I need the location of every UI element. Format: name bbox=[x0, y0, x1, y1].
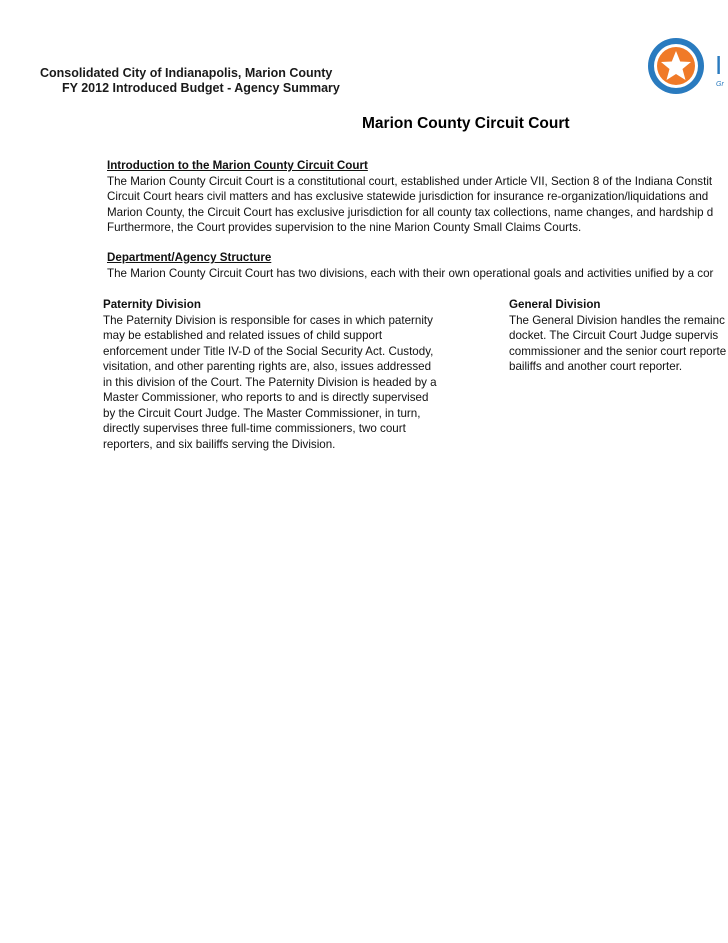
header-budget-subtitle: FY 2012 Introduced Budget - Agency Summary bbox=[62, 81, 340, 95]
intro-line: Furthermore, the Court provides supervision to the nine Marion County Small Claims Courts. bbox=[107, 221, 582, 234]
paternity-line: by the Circuit Court Judge. The Master Commissioner, in turn, bbox=[103, 406, 421, 420]
general-section bbox=[509, 297, 728, 375]
paternity-line: in this division of the Court. The Paternity Division is headed by a bbox=[103, 375, 437, 389]
paternity-line: Master Commissioner, who reports to and is directly supervised bbox=[103, 391, 429, 404]
general-line: bailiffs and another court reporter. bbox=[509, 360, 683, 373]
structure-section bbox=[107, 250, 713, 281]
paternity-line: visitation, and other parenting rights are, also, issues addressed bbox=[103, 360, 432, 373]
intro-line: Circuit Court hears civil matters and has exclusive statewide jurisdiction for insurance re-organization/liquidations and bbox=[107, 190, 709, 203]
header-org-name: Consolidated City of Indianapolis, Marion County bbox=[40, 66, 333, 80]
logo-letter: I bbox=[715, 50, 723, 80]
logo-tagline: Gr bbox=[716, 81, 724, 88]
star-badge-icon bbox=[639, 36, 709, 96]
paternity-line: enforcement under Title IV-D of the Social Security Act. Custody, bbox=[103, 344, 434, 358]
general-heading: General Division bbox=[509, 298, 601, 311]
paternity-line: directly supervises three full-time commissioners, two court bbox=[103, 422, 406, 435]
page-title: Marion County Circuit Court bbox=[362, 115, 570, 132]
paternity-line: may be established and related issues of child support bbox=[103, 329, 383, 342]
general-line: commissioner and the senior court reporte bbox=[509, 344, 727, 358]
intro-line: Marion County, the Circuit Court has exclusive jurisdiction for all county tax collections, name changes, and hardship d bbox=[107, 205, 714, 219]
structure-heading: Department/Agency Structure bbox=[107, 251, 272, 264]
paternity-section bbox=[103, 297, 437, 452]
intro-section bbox=[107, 158, 713, 236]
intro-line: The Marion County Circuit Court is a constitutional court, established under Article VII, Section 8 of the Indiana Constit bbox=[107, 174, 713, 188]
general-line: The General Division handles the remainc bbox=[509, 313, 725, 327]
general-line: docket. The Circuit Court Judge supervis bbox=[509, 329, 719, 342]
intro-heading: Introduction to the Marion County Circuit Court bbox=[107, 159, 368, 172]
paternity-line: reporters, and six bailiffs serving the Division. bbox=[103, 437, 336, 451]
paternity-line: The Paternity Division is responsible for cases in which paternity bbox=[103, 313, 433, 327]
paternity-heading: Paternity Division bbox=[103, 298, 201, 311]
structure-line: The Marion County Circuit Court has two divisions, each with their own operational goals and activities unified by a cor bbox=[107, 266, 714, 280]
